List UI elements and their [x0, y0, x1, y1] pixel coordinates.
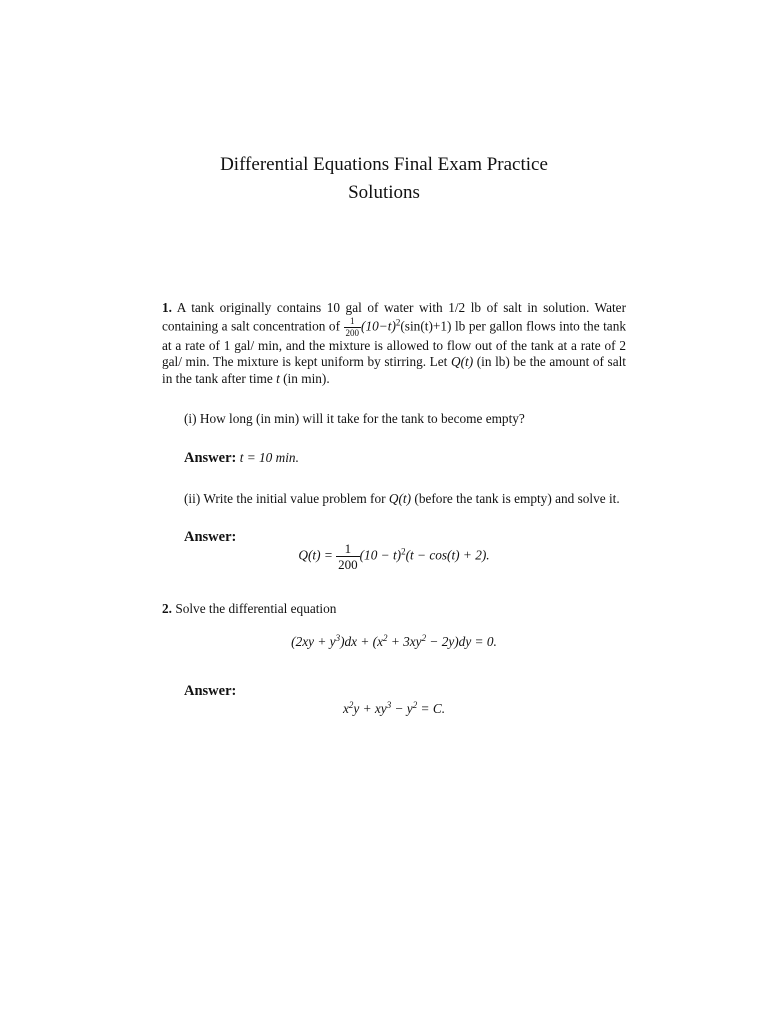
answer-label: Answer: — [184, 682, 237, 699]
exponent: 2 — [348, 699, 354, 710]
part-ii-text-b: (before the tank is empty) and solve it. — [414, 490, 620, 506]
answer-1-i-value: t = 10 min. — [239, 449, 299, 465]
fraction-denominator: 200 — [345, 327, 360, 338]
answer-1-ii-lhs: Q(t) = — [298, 547, 333, 563]
t-variable: t — [276, 370, 280, 386]
answer-1-ii-equation — [162, 542, 626, 571]
exponent: 2 — [421, 633, 427, 644]
title-line-1: Differential Equations Final Exam Practice — [220, 154, 548, 175]
question-1-statement — [162, 300, 626, 387]
eq-part-b: )dx + (x — [340, 634, 383, 650]
part-ii-text-a: (ii) Write the initial value problem for — [184, 490, 386, 506]
question-1-part-i: (i) How long (in min) will it take for the tank to become empty? — [184, 411, 525, 427]
q1-text-d: (in lb) be the amount of salt in the tank after time — [162, 354, 626, 386]
answer-2-equation — [162, 701, 626, 718]
ans-part-d: = C. — [417, 700, 446, 716]
q1-text-c: (sin(t)+1) lb per gallon flows into the tank at a rate of 1 gal/ min, and the mixture is allowed to flow out of the tank at a rate of 2 gal/ min. The mixture is kept uniform by stirring. Let — [162, 318, 627, 370]
document-title — [0, 151, 768, 207]
concentration-fraction — [344, 317, 362, 338]
fraction-numerator: 1 — [344, 317, 362, 328]
fraction-denominator: 200 — [338, 556, 358, 572]
exponent: 2 — [401, 546, 406, 557]
answer-1-ii-rhs-b: (t − cos(t) + 2). — [405, 547, 490, 563]
answer-1-ii-rhs-a: (10 − t) — [359, 547, 402, 563]
question-1-part-ii — [162, 491, 626, 508]
answer-1-ii-fraction — [336, 542, 360, 571]
answer-1-i — [184, 450, 626, 467]
exponent: 3 — [335, 633, 341, 644]
eq-part-a: (2xy + y — [291, 634, 336, 650]
answer-2-label-row — [184, 683, 626, 700]
document-body — [162, 300, 626, 717]
question-1-number: 1. — [162, 300, 172, 315]
q1-text-a: A tank originally contains 10 gal of water with 1/2 lb of salt in solution. Water containing a salt concentration of — [162, 300, 626, 334]
eq-part-c: + 3xy — [387, 634, 422, 650]
ans-part-b: y + xy — [353, 700, 387, 716]
eq-part-d: − 2y)dy = 0. — [426, 634, 497, 650]
question-2-number: 2. — [162, 600, 172, 616]
q-of-t: Q(t) — [388, 490, 412, 506]
exponent: 2 — [383, 633, 388, 644]
exponent: 3 — [386, 699, 392, 710]
q1-text-e: (in min). — [283, 370, 330, 386]
title-line-2: Solutions — [348, 182, 420, 203]
exponent: 2 — [395, 317, 401, 328]
fraction-numerator: 1 — [336, 542, 360, 557]
q1-text-b: (10−t) — [361, 318, 396, 334]
exponent: 2 — [412, 699, 418, 710]
question-2-statement — [162, 601, 626, 618]
question-2-text: Solve the differential equation — [175, 600, 337, 616]
answer-label: Answer: — [184, 529, 237, 546]
question-2-equation — [162, 634, 626, 651]
answer-label: Answer: — [184, 449, 237, 466]
ans-part-a: x — [342, 700, 349, 716]
q-of-t: Q(t) — [450, 354, 474, 370]
ans-part-c: − y — [391, 700, 413, 716]
